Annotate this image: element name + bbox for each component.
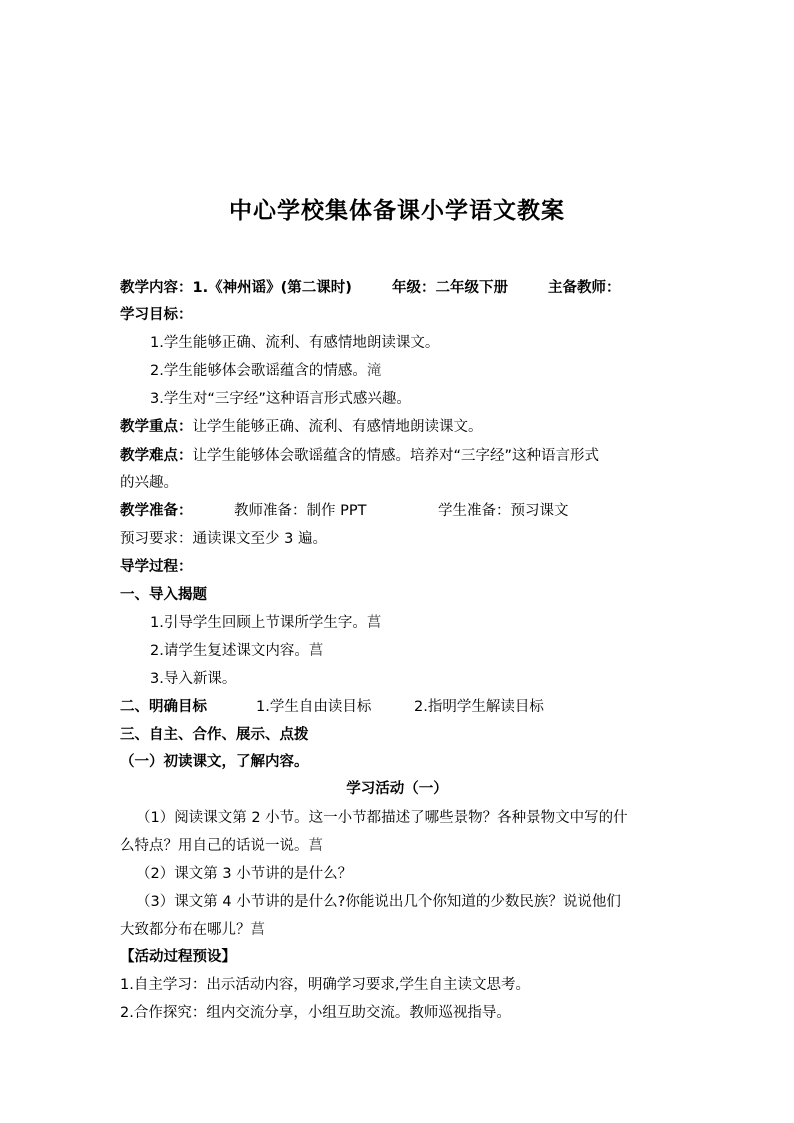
content-label: 教学内容： — [120, 280, 193, 296]
stray-mark: 滝 — [366, 363, 382, 379]
preparation-label: 教学准备： — [120, 503, 193, 519]
key-point-label: 教学重点： — [120, 419, 193, 435]
process-heading: 导学过程： — [120, 559, 193, 575]
question: （1）阅读课文第 2 小节。这一小节都描述了哪些景物？各种景物文中写的什 — [136, 810, 628, 826]
preset-heading: 【活动过程预设】 — [120, 949, 236, 965]
key-point-text: 让学生能够正确、流利、有感情地朗读课文。 — [192, 419, 483, 435]
goal-item — [150, 361, 381, 381]
stray-mark: 菖 — [366, 615, 382, 631]
question: （2）课文第 3 小节讲的是什么？ — [136, 866, 353, 882]
stray-mark: 菖 — [308, 643, 324, 659]
list-item — [150, 641, 323, 661]
difficulty-text: 让学生能够体会歌谣蕴含的情感。培养对“三字经”这种语言形式 — [192, 448, 600, 464]
grade-field — [392, 278, 508, 298]
teacher-label: 主备教师： — [548, 280, 621, 296]
question-text: 大致都分布在哪儿？ — [120, 922, 251, 938]
list-item: 1.自主学习：出示活动内容，明确学习要求,学生自主读文思考。 — [120, 977, 530, 993]
student-prep: 学生准备：预习课文 — [438, 503, 569, 519]
goal-item: 1.学生能够正确、流利、有感情地朗读课文。 — [150, 335, 440, 351]
goal-text: 2.学生能够体会歌谣蕴含的情感。 — [150, 363, 367, 379]
difficulty — [120, 446, 599, 466]
section-row — [120, 697, 544, 717]
goal-item: 3.学生对“三字经”这种语言形式感兴趣。 — [150, 391, 411, 407]
section-item: 1.学生自由读目标 — [256, 699, 372, 715]
list-item-text: 1.引导学生回顾上节课所学生字。 — [150, 615, 367, 631]
page-title: 中心学校集体备课小学语文教案 — [229, 198, 565, 224]
list-item-text: 2.请学生复述课文内容。 — [150, 643, 309, 659]
difficulty-continued: 的兴趣。 — [120, 475, 178, 491]
section-item: 2.指明学生解读目标 — [414, 699, 544, 715]
goals-heading: 学习目标： — [120, 307, 193, 323]
question-continued — [120, 920, 265, 940]
question: （3）课文第 4 小节讲的是什么?你能说出几个你知道的少数民族？说说他们 — [136, 894, 621, 910]
difficulty-label: 教学难点： — [120, 448, 193, 464]
grade-value: 二年级下册 — [435, 280, 508, 296]
activity-title: 学习活动（一） — [346, 781, 448, 797]
section-heading: 二、明确目标 — [120, 699, 207, 715]
stray-mark: 菖 — [250, 922, 265, 938]
key-point — [120, 417, 483, 437]
section-heading: 一、导入揭题 — [120, 587, 207, 603]
section-heading: 三、自主、合作、展示、点拨 — [120, 727, 309, 743]
question-text: 么特点？用自己的话说一说。 — [120, 838, 309, 854]
grade-label: 年级： — [392, 280, 436, 296]
subsection-heading: （一）初读课文，了解内容。 — [120, 754, 309, 770]
stray-mark: 菖 — [308, 838, 323, 854]
list-item: 2.合作探究：组内交流分享，小组互助交流。教师巡视指导。 — [120, 1005, 511, 1021]
list-item — [150, 613, 381, 633]
header-row — [120, 278, 621, 298]
question-continued — [120, 836, 323, 856]
preparation — [120, 501, 569, 521]
list-item: 3.导入新课。 — [150, 671, 237, 687]
preview-requirement: 预习要求：通读课文至少 3 遍。 — [120, 531, 327, 547]
content-value: 1.《神州谣》(第二课时) — [192, 280, 352, 296]
teacher-prep: 教师准备：制作 PPT — [234, 503, 367, 519]
